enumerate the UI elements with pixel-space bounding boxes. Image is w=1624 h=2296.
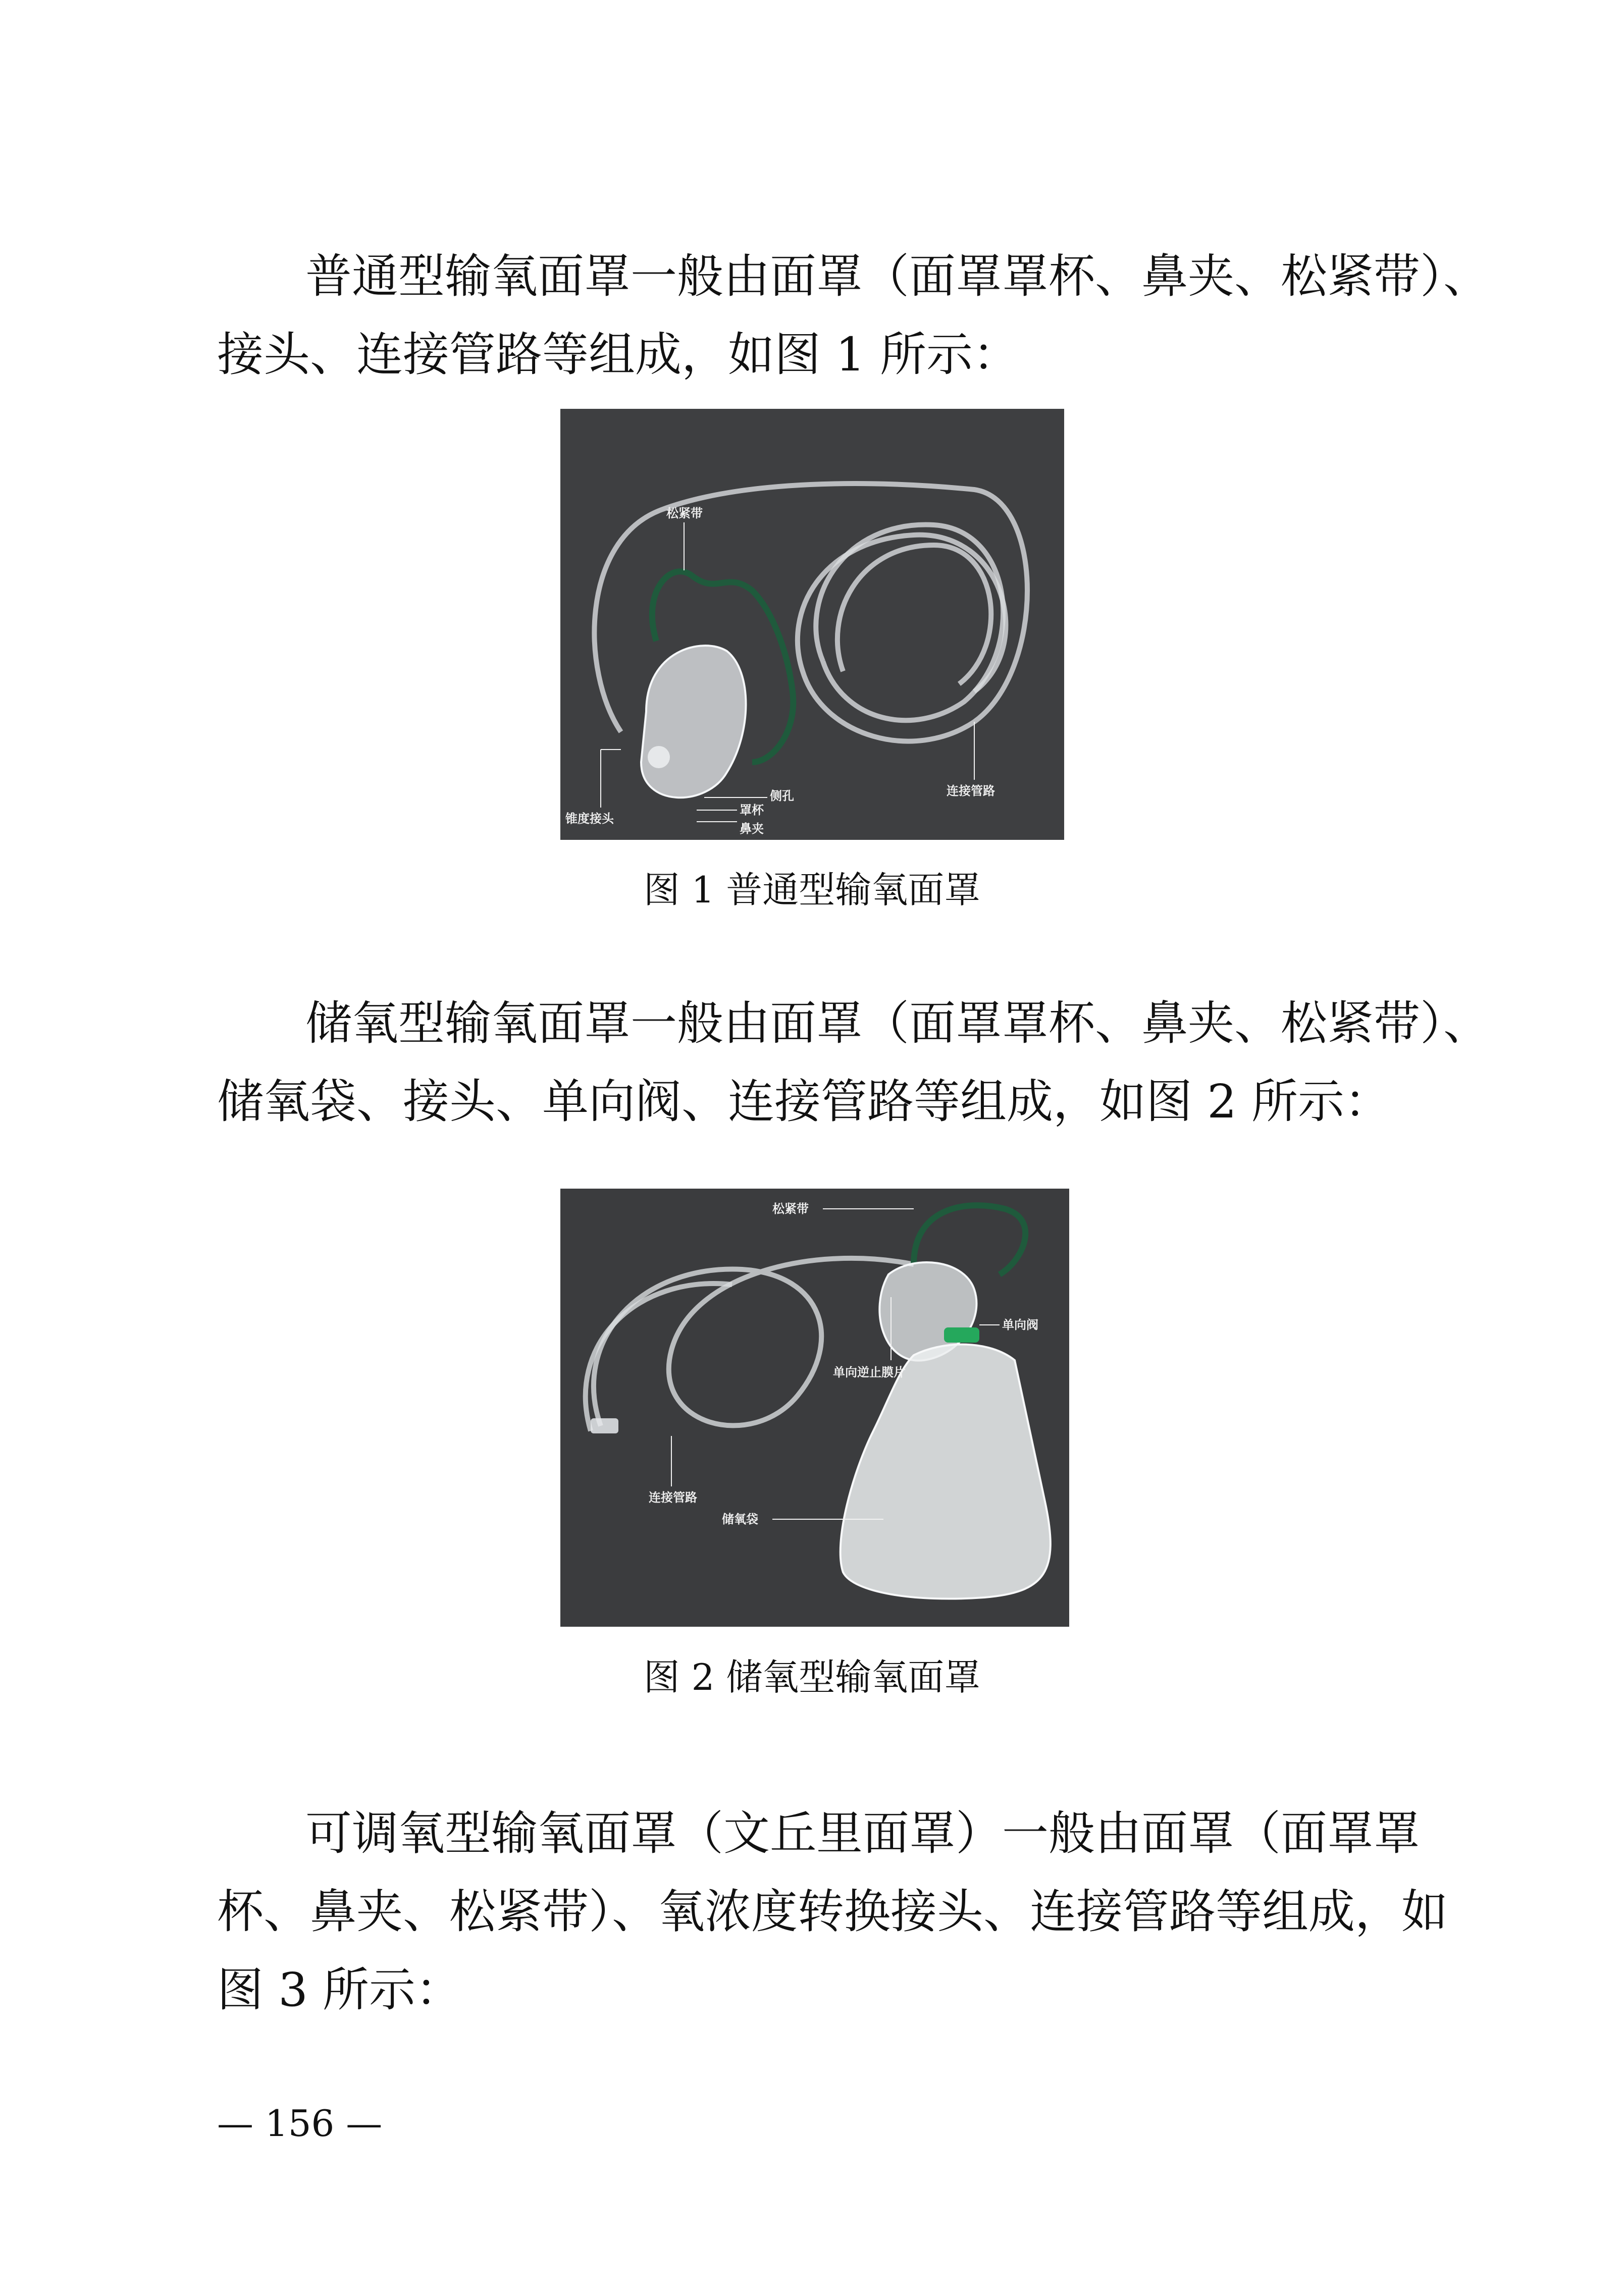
figure-1-illustration [560,409,1064,840]
paragraph-1-line-2: 接头、连接管路等组成，如图 1 所示： [217,328,1020,382]
fig2-label-strap: 松紧带 [772,1202,809,1216]
fig2-label-check-membrane: 单向逆止膜片 [833,1365,906,1379]
paragraph-1-line-1: 普通型输氧面罩一般由面罩（面罩罩杯、鼻夹、松紧带）、 [305,249,1490,303]
paragraph-1 [217,237,1490,394]
paragraph-3-line-2: 杯、鼻夹、松紧带）、氧浓度转换接头、连接管路等组成，如 [217,1885,1448,1939]
figure-1-photo [560,409,1064,840]
paragraph-3 [217,1794,1448,2029]
fig2-label-tubing: 连接管路 [649,1490,697,1505]
paragraph-3-line-1: 可调氧型输氧面罩（文丘里面罩）一般由面罩（面罩罩 [305,1806,1421,1860]
figure-1-caption: 图 1 普通型输氧面罩 [643,869,981,911]
fig1-label-tubing: 连接管路 [947,784,995,798]
figure-2-caption: 图 2 储氧型输氧面罩 [643,1656,981,1698]
fig1-label-cup: 罩杯 [740,803,764,817]
figure-2-photo [560,1189,1069,1627]
figure-2-illustration [560,1189,1069,1627]
fig2-label-one-way-valve: 单向阀 [1002,1318,1038,1332]
paragraph-2 [217,984,1490,1141]
fig1-label-side-hole: 侧孔 [770,789,794,803]
fig1-label-nose-clip: 鼻夹 [740,822,764,836]
paragraph-3-line-3: 图 3 所示： [217,1963,462,2017]
paragraph-2-line-1: 储氧型输氧面罩一般由面罩（面罩罩杯、鼻夹、松紧带）、 [305,996,1490,1050]
fig1-label-strap: 松紧带 [666,506,703,520]
page-number: — 156 — [217,2102,383,2145]
fig1-label-cone-connector: 锥度接头 [565,812,614,826]
paragraph-2-line-2: 储氧袋、接头、单向阀、连接管路等组成，如图 2 所示： [217,1075,1391,1129]
fig2-label-reservoir-bag: 储氧袋 [722,1512,758,1526]
